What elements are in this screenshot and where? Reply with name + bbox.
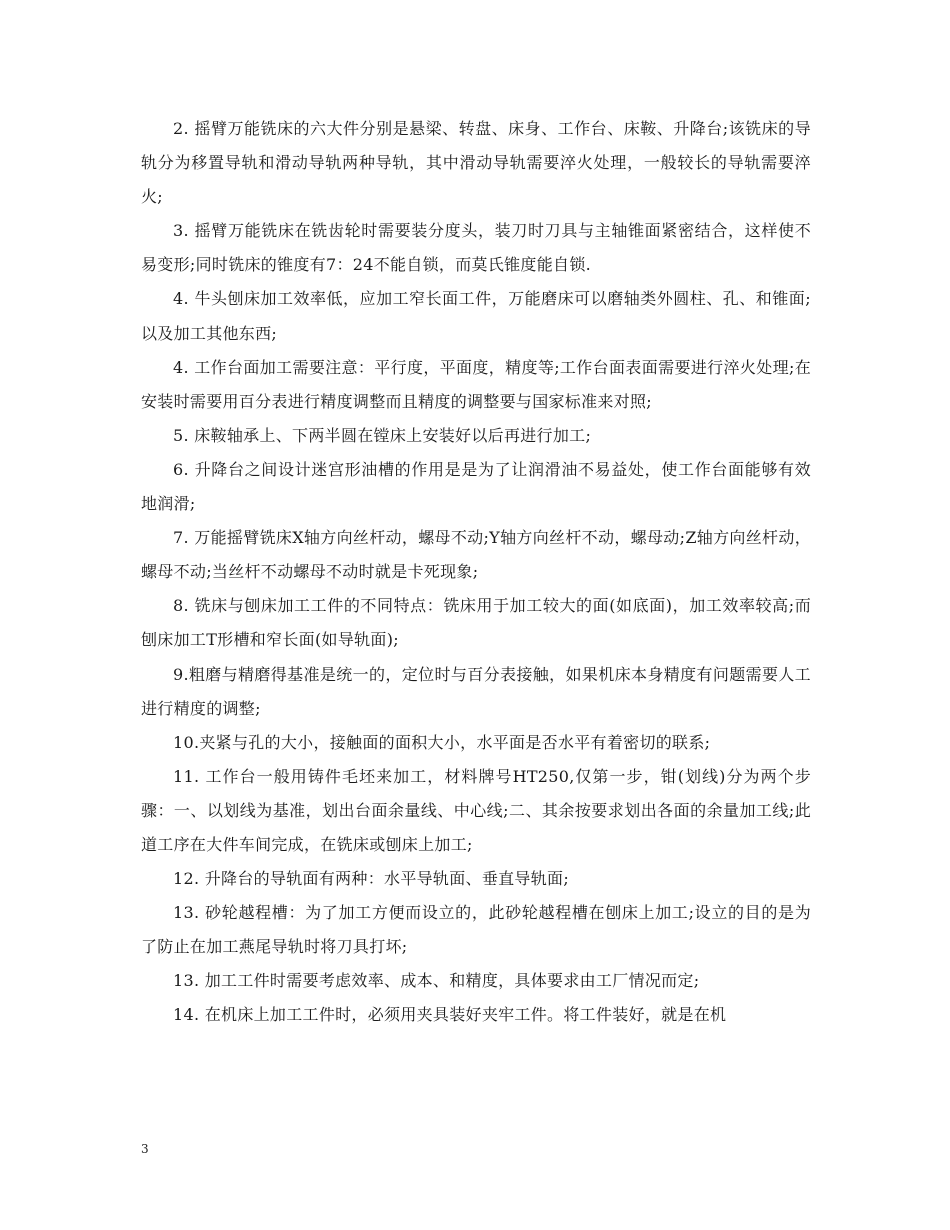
paragraph: 11. 工作台一般用铸件毛坯来加工，材料牌号HT250,仅第一步，钳(划线)分为两个步骤：一、以划线为基准，划出台面余量线、中心线;二、其余按要求划出各面的余量加工线;此道工序在大件车间完成，在铣床或刨床上加工; <box>141 766 811 854</box>
page-number: 3 <box>141 1142 149 1156</box>
paragraph: 13. 砂轮越程槽：为了加工方便而设立的，此砂轮越程槽在刨床上加工;设立的目的是为了防止在加工燕尾导轨时将刀具打坏; <box>141 903 811 957</box>
paragraph: 12. 升降台的导轨面有两种：水平导轨面、垂直导轨面; <box>173 869 570 889</box>
paragraph: 9.粗磨与精磨得基准是统一的，定位时与百分表接触，如果机床本身精度有问题需要人工进行精度的调整; <box>141 664 811 718</box>
paragraph: 4. 工作台面加工需要注意：平行度，平面度，精度等;工作台面表面需要进行淬火处理;在安装时需要用百分表进行精度调整而且精度的调整要与国家标准来对照; <box>141 357 811 411</box>
paragraph: 8. 铣床与刨床加工工件的不同特点：铣床用于加工较大的面(如底面)，加工效率较高;而刨床加工T形槽和窄长面(如导轨面); <box>141 596 811 650</box>
paragraph: 13. 加工工件时需要考虑效率、成本、和精度，具体要求由工厂情况而定; <box>173 971 700 991</box>
paragraph: 7. 万能摇臂铣床X轴方向丝杆动，螺母不动;Y轴方向丝杆不动，螺母动;Z轴方向丝杆动，螺母不动;当丝杆不动螺母不动时就是卡死现象; <box>141 528 811 582</box>
paragraph: 14. 在机床上加工工件时，必须用夹具装好夹牢工件。将工件装好，就是在机 <box>173 1005 727 1025</box>
body-text <box>141 112 811 1033</box>
paragraph: 2. 摇臂万能铣床的六大件分别是悬梁、转盘、床身、工作台、床鞍、升降台;该铣床的导轨分为移置导轨和滑动导轨两种导轨，其中滑动导轨需要淬火处理，一般较长的导轨需要淬火; <box>141 119 811 207</box>
paragraph: 10.夹紧与孔的大小，接触面的面积大小，水平面是否水平有着密切的联系; <box>173 732 711 752</box>
paragraph: 4. 牛头刨床加工效率低，应加工窄长面工件，万能磨床可以磨轴类外圆柱、孔、和锥面;以及加工其他东西; <box>141 289 811 343</box>
paragraph: 5. 床鞍轴承上、下两半圆在镗床上安装好以后再进行加工; <box>173 425 592 445</box>
paragraph: 6. 升降台之间设计迷宫形油槽的作用是是为了让润滑油不易益处，使工作台面能够有效地润滑; <box>141 459 811 514</box>
paragraph: 3. 摇臂万能铣床在铣齿轮时需要装分度头，装刀时刀具与主轴锥面紧密结合，这样使不易变形;同时铣床的锥度有7：24不能自锁，而莫氏锥度能自锁. <box>141 221 811 275</box>
